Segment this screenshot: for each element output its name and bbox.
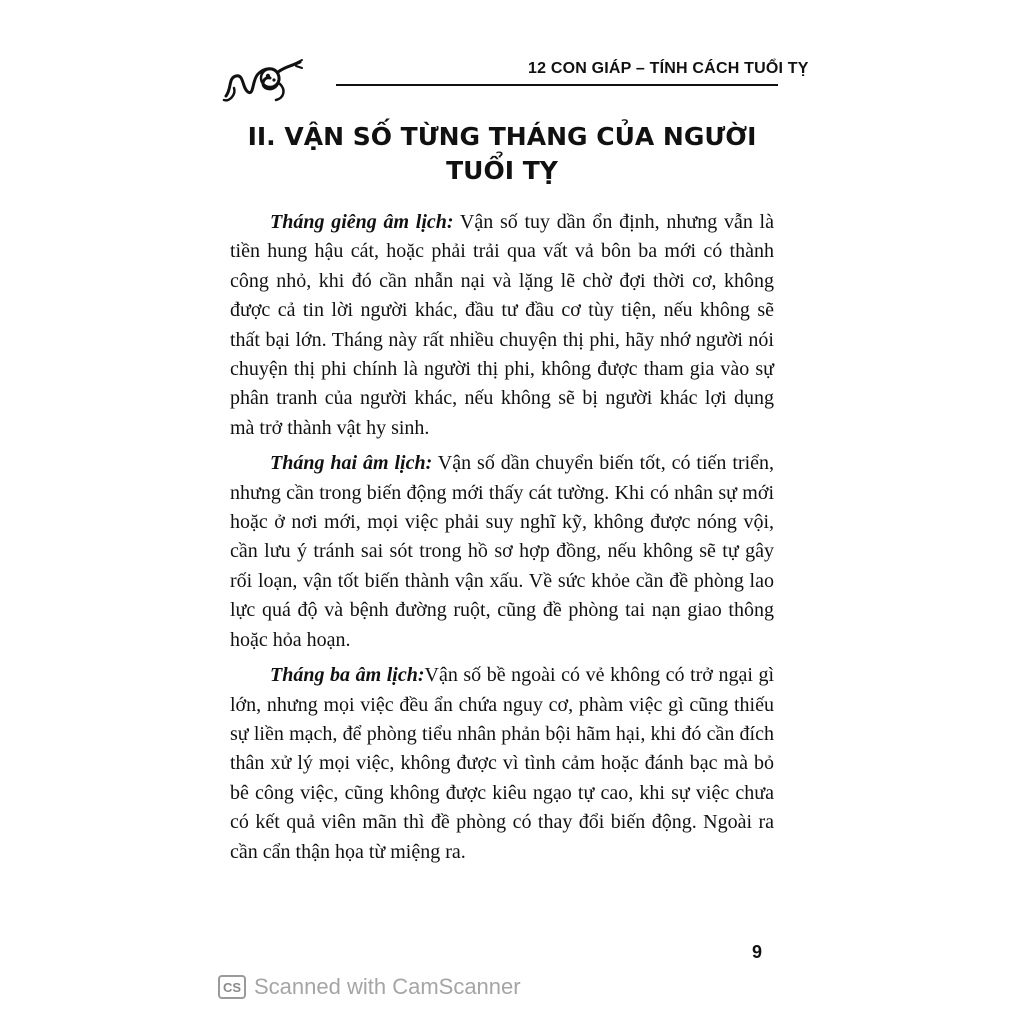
- watermark-text: Scanned with CamScanner: [254, 974, 521, 999]
- section-heading-line-2: TUỔI TỴ: [446, 156, 558, 185]
- paragraph-title: Tháng hai âm lịch:: [270, 452, 433, 475]
- paragraph-text: Vận số bề ngoài có vẻ không có trở ngại gì lớn, nhưng mọi việc đều ẩn chứa nguy cơ, phàm việc gì cũng thiếu sự liền mạch, để phòng tiểu nhân phản bội hãm hại, khi đó cần đích thân xử lý mọi việc, không được vì tình cảm hoặc đánh bạc mà bỏ bê công việc, cũng không được kiêu ngạo tự cao, khi sự việc chưa có kết quả viên mãn thì đề phòng có thay đổi biến động. Ngoài ra cần cẩn thận họa từ miệng ra.: [230, 664, 775, 863]
- page-number: 9: [752, 942, 763, 962]
- camscanner-watermark: [218, 974, 521, 1000]
- paragraph-title: Tháng giêng âm lịch:: [270, 211, 454, 233]
- camscanner-logo-icon: CS: [218, 975, 246, 999]
- paragraph-month-1: [230, 208, 774, 443]
- running-header: 12 CON GIÁP – TÍNH CÁCH TUỔI TỴ: [528, 60, 809, 77]
- section-heading: [228, 120, 776, 188]
- header-divider: [336, 84, 778, 86]
- section-heading-line-1: II. VẬN SỐ TỪNG THÁNG CỦA NGƯỜI: [247, 122, 757, 151]
- paragraph-text: Vận số dần chuyển biến tốt, có tiến triển, nhưng cần trong biến động mới thấy cát tường. Khi có nhân sự mới hoặc ở nơi mới, mọi việc phải suy nghĩ kỹ, không được nóng vội, cần lưu ý tránh sai sót trong hồ sơ hợp đồng, nếu không sẽ tự gây rối loạn, vận tốt biến thành vận xấu. Về sức khỏe cần đề phòng lao lực quá độ và bệnh đường ruột, cũng đề phòng tai nạn giao thông hoặc hỏa hoạn.: [230, 452, 774, 651]
- snake-icon: [222, 58, 304, 104]
- paragraph-text: Vận số tuy dần ổn định, nhưng vẫn là tiền hung hậu cát, hoặc phải trải qua vất vả bôn ba mới có thành công nhỏ, khi đó cần nhẫn nại và lặng lẽ chờ đợi thời cơ, không được cả tin lời người khác, đầu tư đầu cơ tùy tiện, nếu không sẽ thất bại lớn. Tháng này rất nhiều chuyện thị phi, hãy nhớ người nói chuyện thị phi chính là người thị phi, không được tham gia vào sự phân tranh của người khác, nếu không sẽ bị người khác lợi dụng mà trở thành vật hy sinh.: [230, 211, 774, 439]
- paragraph-month-2: [230, 449, 774, 655]
- paragraph-title: Tháng ba âm lịch:: [270, 664, 425, 687]
- paragraph-month-3: [230, 661, 774, 867]
- body-text: [230, 208, 774, 873]
